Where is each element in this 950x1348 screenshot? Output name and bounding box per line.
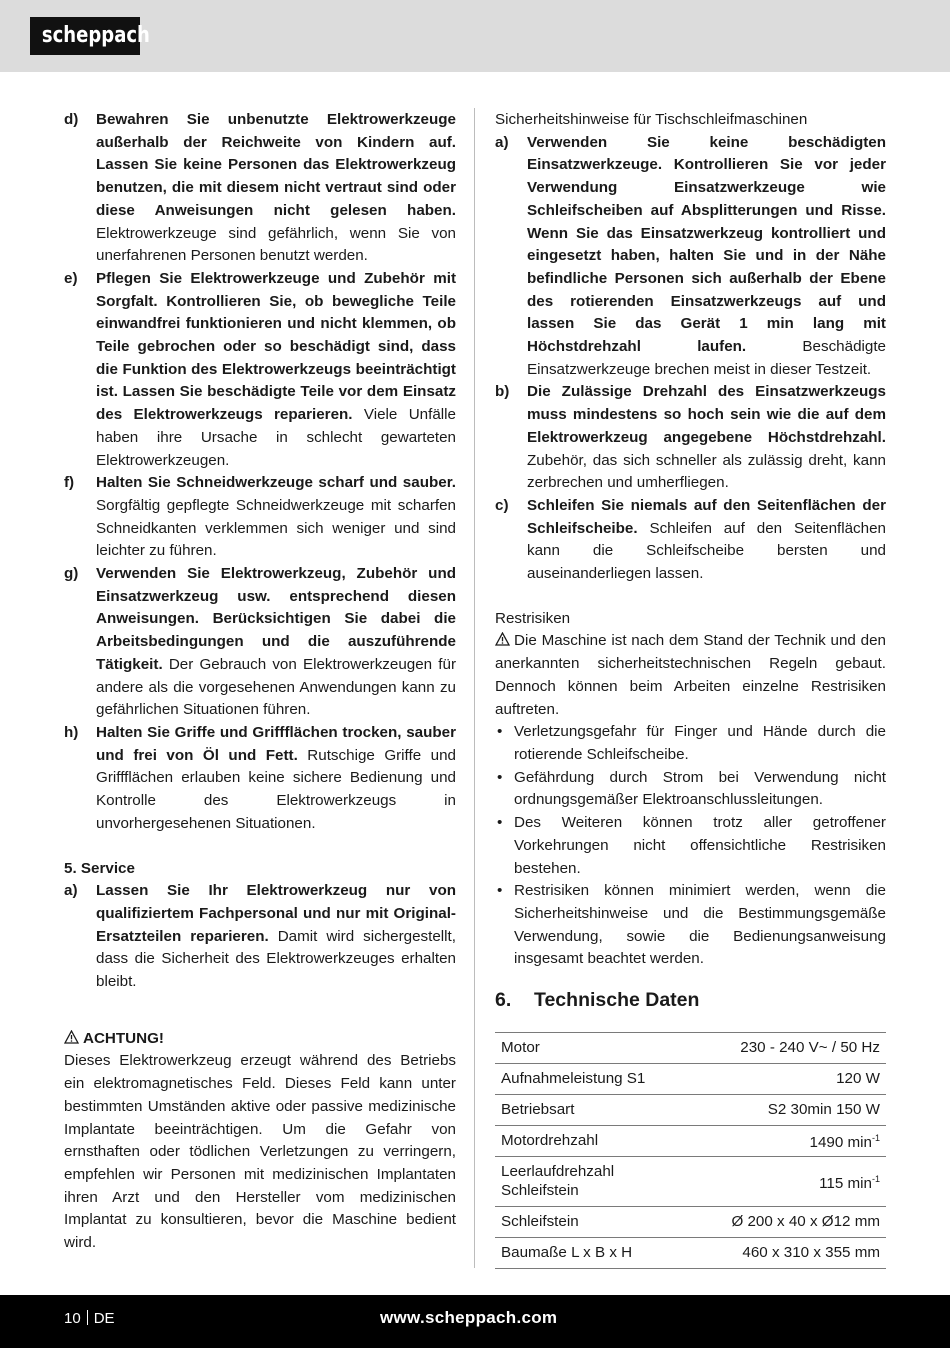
list-item (64, 472, 456, 563)
list-item (495, 495, 886, 586)
warning-triangle-icon (495, 632, 510, 646)
item-text: Pflegen Sie Elektrowerkzeuge und Zubehör mit Sorgfalt. Kontrollieren Sie, ob bewegliche Teile einwandfrei funktionieren und nicht klemmen, ob Teile gebrochen oder so beschädigt sind, dass die Funktion des Elektrowerkzeugs beeinträchtigt ist. Lassen Sie beschädigte Teile vor dem Einsatz des Elektrowerkzeugs reparieren. Viele Unfälle haben ihre Ursache in schlecht gewarteten Elektrowerkzeugen. (96, 269, 456, 469)
bullet-item: • Des Weiteren können trotz aller getroffener Vorkehrungen nicht offensichtliche Restrisiken bestehen. (497, 814, 886, 877)
item-text: Verwenden Sie keine beschädigten Einsatzwerkzeuge. Kontrollieren Sie vor jeder Verwendung Einsatzwerkzeuge wie Schleifscheiben auf Absplitterungen und Risse. Wenn Sie das Einsatzwerkzeug kontrolliert und eingesetzt haben, halten Sie und in der Nähe befindliche Personen sich außerhalb der Ebene des rotierenden Einsatzwerkzeugs auf und lassen Sie das Gerät 1 min lang mit Höchstdrehzahl laufen. Beschädigte Einsatzwerkzeuge brechen meist in dieser Testzeit. (527, 133, 886, 378)
service-heading: 5. Service (64, 859, 135, 877)
website-url: www.scheppach.com (380, 1308, 558, 1327)
item-text: Schleifen Sie niemals auf den Seitenflächen der Schleifscheibe. Schleifen auf den Seitenflächen kann die Schleifscheibe bersten und auseinanderliegen lassen. (527, 496, 886, 583)
restrisiken-heading: Restrisiken (495, 609, 571, 627)
table-row: Aufnahmeleistung S1 120 W (495, 1063, 886, 1094)
bullet-item: • Restrisiken können minimiert werden, wenn die Sicherheitshinweise und die Bestimmungsgemäße Verwendung, sowie die Bedienungsanweisung insgesamt beachtet werden. (497, 882, 886, 968)
item-text: Bewahren Sie unbenutzte Elektrowerkzeuge außerhalb der Reichweite von Kindern auf. Lassen Sie keine Personen das Elektrowerkzeug benutzen, die mit diesem nicht vertraut sind oder diese Anweisungen nicht gelesen haben. Elektrowerkzeuge sind gefährlich, wenn Sie von unerfahrenen Personen benutzt werden. (96, 111, 456, 265)
list-item (64, 722, 456, 836)
list-item (64, 268, 456, 472)
item-label: g) (64, 565, 79, 583)
item-label: h) (64, 723, 79, 741)
bullet-item: • Verletzungsgefahr für Finger und Hände durch die rotierende Schleifscheibe. (497, 723, 886, 763)
item-label: f) (64, 474, 75, 492)
item-text: Verwenden Sie Elektrowerkzeug, Zubehör und Einsatzwerkzeug usw. entsprechend diesen Anweisungen. Berücksichtigen Sie dabei die Arbeitsbedingungen und die auszuführende Tätigkeit. Der Gebrauch von Elektrowerkzeugen für andere als die vorgesehenen Anwendungen kann zu gefährlichen Situationen führen. (96, 565, 456, 719)
table-row: Betriebsart S2 30min 150 W (495, 1094, 886, 1125)
list-item (64, 563, 456, 722)
item-label: e) (64, 269, 78, 287)
item-text: Die Zulässige Drehzahl des Einsatzwerkzeugs muss mindestens so hoch sein wie die auf dem Elektrowerkzeug angegebene Höchstdrehzahl. Zubehör, das sich schneller als zulässig dreht, kann zerbrechen und umherfliegen. (527, 383, 886, 492)
item-text: Halten Sie Griffe und Griffflächen trocken, sauber und frei von Öl und Fett. Rutschige Griffe und Griffflächen erlauben keine sichere Bedienung und Kontrolle des Elektrowerkzeugs in unvorhergesehenen Situationen. (96, 723, 456, 832)
item-text: Halten Sie Schneidwerkzeuge scharf und sauber. Sorgfältig gepflegte Schneidwerkzeuge mit scharfen Schneidkanten verklemmen sich weniger und sind leichter zu führen. (96, 474, 456, 560)
item-label: a) (495, 133, 509, 151)
section-heading: Sicherheitshinweise für Tischschleifmaschinen (495, 111, 808, 128)
restrisiken-intro: Die Maschine ist nach dem Stand der Technik und den anerkannten sicherheitstechnischen Regeln gebaut. Dennoch können beim Arbeiten einzelne Restrisiken auftreten. (495, 632, 886, 718)
warning-text: Dieses Elektrowerkzeug erzeugt während des Betriebs ein elektromagnetisches Feld. Dieses Feld kann unter bestimmten Umständen aktive oder passive medizinische Implantate beeinträchtigen. Um die Gefahr von ernsthaften oder tödlichen Verletzungen zu verringern, empfehlen wir Personen mit medizinischen Implantaten ihren Arzt und den Hersteller vom medizinischen Implantat zu konsultieren, bevor die Maschine bedient wird. (64, 1052, 456, 1252)
footer-bar (0, 1295, 950, 1348)
bullet-item: • Gefährdung durch Strom bei Verwendung nicht ordnungsgemäßer Elektroanschlussleitungen. (497, 768, 886, 809)
list-item (495, 381, 886, 495)
tech-heading: 6. Technische Daten (495, 989, 700, 1012)
list-item (64, 109, 456, 268)
item-label: d) (64, 111, 79, 128)
item-text: Lassen Sie Ihr Elektrowerkzeug nur von qualifiziertem Fachpersonal und nur mit Original-Ersatzteilen reparieren. Damit wird sichergestellt, dass die Sicherheit des Elektrowerkzeuges erhalten bleibt. (96, 882, 456, 991)
item-label: a) (64, 882, 78, 900)
warning-triangle-icon (64, 1030, 79, 1044)
brand-logo: scheppach (30, 17, 140, 55)
column-divider (474, 108, 475, 1268)
header-bar (0, 0, 950, 72)
table-row: Baumaße L x B x H 460 x 310 x 355 mm (495, 1237, 886, 1268)
table-row: Motor 230 - 240 V~ / 50 Hz (495, 1032, 886, 1063)
tech-data-table (495, 1032, 886, 1269)
warning-heading: ACHTUNG! (64, 1028, 456, 1051)
page-number: 10 DE (64, 1310, 115, 1327)
list-item (495, 132, 886, 382)
left-column (64, 109, 456, 1255)
list-item (64, 880, 456, 994)
table-row: Motordrehzahl 1490 $\min^{-1}$ (495, 1125, 886, 1156)
item-label: c) (495, 496, 509, 514)
table-row: Schleifstein Ø 200 x 40 x Ø12 mm (495, 1206, 886, 1237)
table-row: Leerlaufdrehzahl Schleifstein 115 $\min^{-1}$ (495, 1156, 886, 1206)
right-column (495, 109, 886, 1269)
item-label: b) (495, 383, 510, 401)
